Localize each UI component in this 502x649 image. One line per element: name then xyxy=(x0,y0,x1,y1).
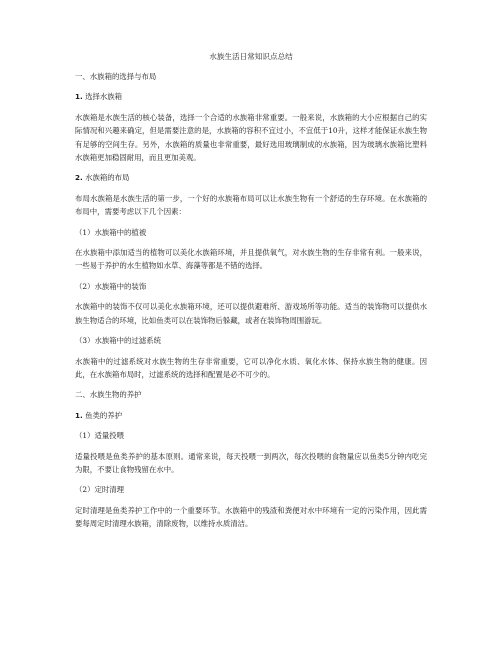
paragraph: 布局水族箱是水族生活的第一步，一个好的水族箱布局可以让水族生物有一个舒适的生存环境。在水族箱的布局中，需要考虑以下几个因素： xyxy=(75,193,427,217)
paragraph: 定时清理是鱼类养护工作中的一个重要环节。水族箱中的残渣和粪便对水中环境有一定的污染作用，因此需要每周定时清理水族箱，清除废物，以维持水质清洁。 xyxy=(75,505,427,529)
subsection-number: 1. xyxy=(75,410,83,420)
item-heading: （3）水族箱中的过滤系统 xyxy=(75,336,162,346)
paragraph: 适量投喂是鱼类养护的基本原则。通常来说，每天投喂一到两次，每次投喂的食物量应以鱼类5分钟内吃完为限，不要让食物残留在水中。 xyxy=(75,451,427,474)
paragraph: 水族箱中的装饰不仅可以美化水族箱环境，还可以提供避难所、游戏场所等功能。适当的装饰物可以提供水族生物适合的环境，比如鱼类可以在装饰物后躲藏，或者在装饰物周围游玩。 xyxy=(75,302,427,325)
subsection-number: 1. xyxy=(75,92,83,102)
subsection-heading xyxy=(75,90,427,103)
subsection-title: 选择水族箱 xyxy=(82,92,123,102)
paragraph: 在水族箱中添加适当的植物可以美化水族箱环境，并且提供氧气，对水族生物的生存非常有利。一般来说，一些易于养护的水生植物如水草、海藻等都是不错的选择。 xyxy=(75,248,427,271)
subsection-title: 鱼类的养护 xyxy=(82,410,123,420)
item-heading: （2）水族箱中的装饰 xyxy=(75,281,147,291)
paragraph: 水族箱中的过滤系统对水族生物的生存非常重要，它可以净化水质、氧化水体、保持水族生物的健康。因此，在水族箱布局时，过滤系统的选择和配置是必不可少的。 xyxy=(75,356,427,379)
item-heading: （1）水族箱中的植被 xyxy=(75,227,147,237)
document-title: 水族生活日常知识点总结 xyxy=(209,52,293,61)
item-heading: （2）定时清理 xyxy=(75,485,125,495)
subsection-heading xyxy=(75,409,427,422)
paragraph: 水族箱是水族生活的核心装备，选择一个合适的水族箱非常重要。一般来说，水族箱的大小应根据自己的实际情况和兴趣来确定，但是需要注意的是，水族箱的容积不宜过小，不宜低于10升，这样才能保证水族生物有足够的空间生存。另外，水族箱的质量也非常重要，最好选用玻璃制成的水族箱，因为玻璃水族箱比塑料水族箱更加稳固耐用，而且更加美观。 xyxy=(75,112,427,163)
document-body xyxy=(75,51,427,538)
section-heading: 一、水族箱的选择与布局 xyxy=(75,72,157,81)
subsection-heading xyxy=(75,171,427,184)
section-heading: 二、水族生物的养护 xyxy=(75,390,142,400)
subsection-title: 水族箱的布局 xyxy=(82,173,130,183)
subsection-number: 2. xyxy=(75,173,83,183)
document-blocks xyxy=(75,70,427,531)
item-heading: （1）适量投喂 xyxy=(75,431,125,441)
